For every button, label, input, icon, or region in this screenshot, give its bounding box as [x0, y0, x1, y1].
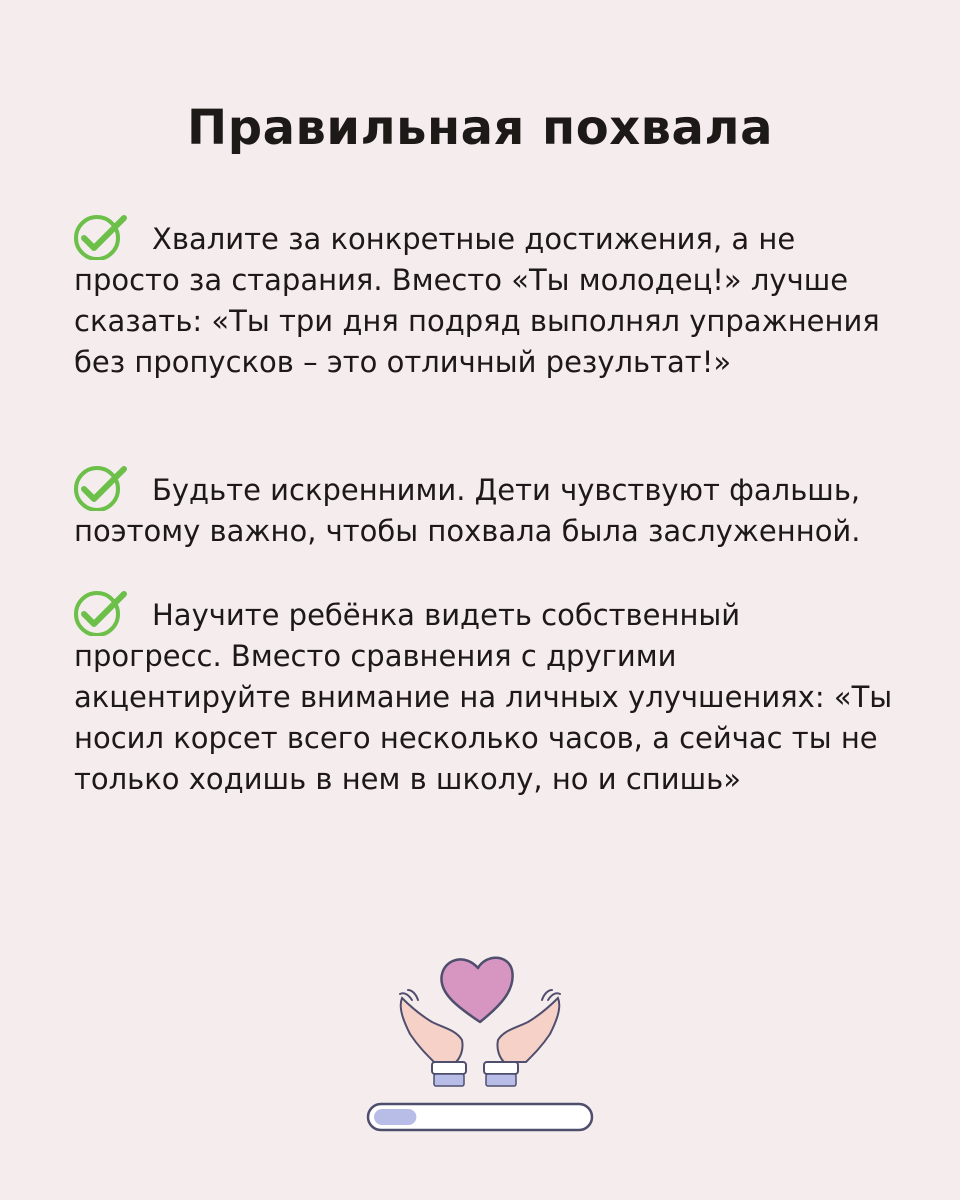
tip-item: [74, 465, 894, 552]
check-icon: [74, 465, 128, 511]
tip-text: Хвалите за конкретные достижения, а не просто за старания. Вместо «Ты молодец!» лучше сказать: «Ты три дня подряд выполнял упражнения без пропусков – это отличный результат!»: [74, 222, 880, 379]
progress-bar: [368, 1104, 592, 1130]
check-icon: [74, 214, 128, 260]
page-title: Правильная похвала: [187, 100, 773, 156]
hands-with-heart-illustration: [360, 950, 600, 1140]
tip-item: [74, 214, 894, 383]
check-icon: [74, 590, 128, 636]
progress-fill: [374, 1109, 416, 1125]
tip-text: Научите ребёнка видеть собственный прогресс. Вместо сравнения с другими акцентируйте внимание на личных улучшениях: «Ты носил корсет всего несколько часов, а сейчас ты не только ходишь в нем в школу, но и спишь»: [74, 598, 893, 796]
tip-text: Будьте искренними. Дети чувствуют фальшь, поэтому важно, чтобы похвала была заслуженной.: [74, 473, 861, 548]
hands-with-heart-icon: [360, 950, 600, 1140]
tip-item: [74, 590, 894, 800]
heart-icon: [441, 958, 512, 1022]
